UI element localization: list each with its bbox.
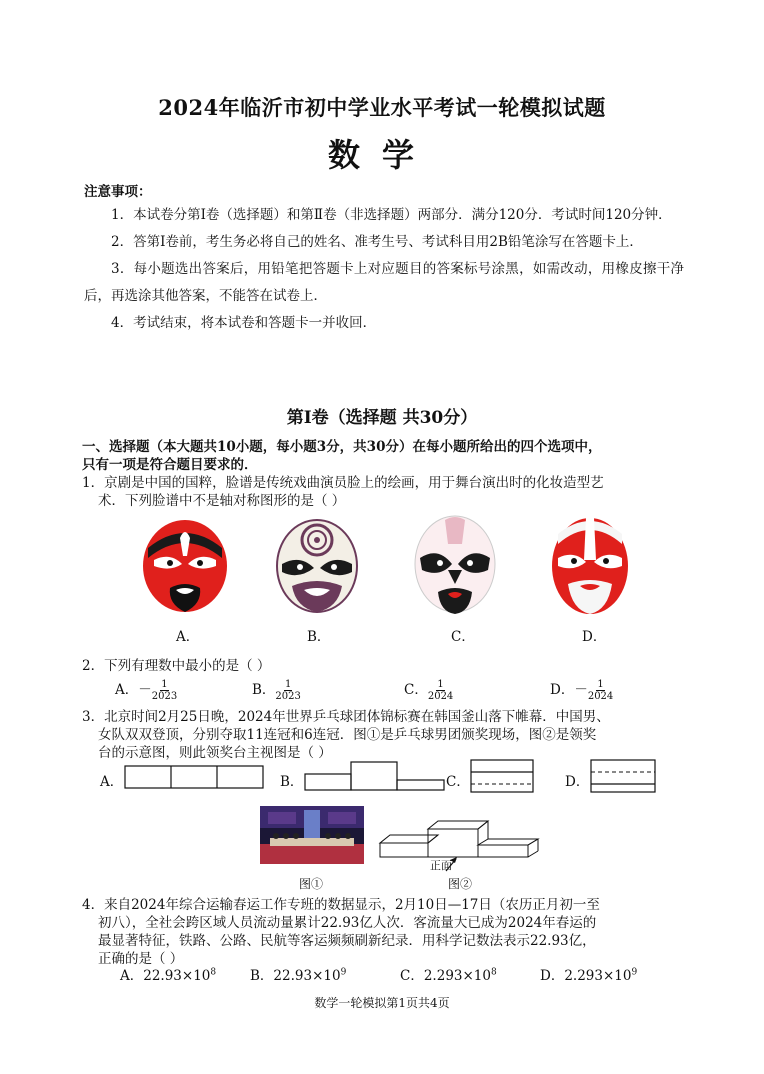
- q4-option-a: [120, 964, 216, 984]
- q3-option-a-label: A．: [100, 774, 124, 790]
- subject-title: 数学: [327, 136, 436, 174]
- q3-option-b-label: B．: [280, 774, 304, 790]
- q1-option-d-label: D．: [582, 629, 607, 645]
- q2-option-a-numerator: 1: [161, 679, 168, 690]
- q1-option-a-label: A．: [176, 629, 200, 645]
- q2-option-d: [550, 678, 613, 702]
- q1-option-b-label: B．: [307, 629, 331, 645]
- q1-line2: 术．下列脸谱中不是轴对称图形的是（ ）: [98, 493, 346, 509]
- section-title: 第Ⅰ卷（选择题 共30分）: [286, 408, 478, 428]
- q2-option-d-sign: －: [574, 682, 588, 698]
- award-ceremony-photo: [260, 806, 364, 864]
- q4-option-d-exponent: 9: [631, 967, 638, 978]
- notice-item-2: 2．答第Ⅰ卷前，考生务必将自己的姓名、准考生号、考试科目用2B铅笔涂写在答题卡上．: [111, 234, 643, 250]
- q3-line1: 3．北京时间2月25日晚，2024年世界乒乓球团体锦标赛在韩国釜山落下帷幕．中国男、: [82, 709, 610, 725]
- podium-diagram: [378, 815, 542, 875]
- q2-option-a-fraction: [152, 679, 177, 702]
- q2-stem: 2．下列有理数中最小的是（ ）: [82, 658, 271, 674]
- q4-option-a-label: A．: [120, 968, 144, 984]
- q4-option-d-label: D．: [540, 968, 565, 984]
- front-view-label: 正面: [430, 859, 452, 872]
- q3-option-b-figure: [304, 760, 446, 792]
- q4-option-c: [400, 964, 497, 984]
- notice-item-3: 3．每小题选出答案后，用铅笔把答题卡上对应题目的答案标号涂黑，如需改动，用橡皮擦干净后，再选涂其他答案，不能答在试卷上．: [84, 261, 684, 304]
- q4-option-c-base: 2.293×10: [423, 968, 491, 984]
- q4-option-a-exponent: 8: [210, 967, 217, 978]
- q2-option-c-fraction: [428, 679, 453, 702]
- q4-option-b-exponent: 9: [340, 967, 347, 978]
- q2-option-b: [252, 678, 301, 702]
- page-title: 2024年临沂市初中学业水平考试一轮模拟试题: [158, 95, 606, 120]
- q4-option-b-label: B．: [250, 968, 274, 984]
- q3-line3: 台的示意图，则此领奖台主视图是（ ）: [98, 745, 332, 761]
- q2-option-c: [404, 678, 453, 702]
- page-footer: 数学一轮模拟第1页共4页: [314, 996, 450, 1010]
- q3-option-c-figure: [470, 758, 534, 794]
- q4-line3: 最显著特征，铁路、公路、民航等客运频频刷新纪录．用科学记数法表示22.93亿，: [98, 933, 596, 949]
- q2-option-b-denominator: 2023: [275, 691, 301, 702]
- q4-option-d-base: 2.293×10: [564, 968, 632, 984]
- notice-item-1: 1．本试卷分第Ⅰ卷（选择题）和第Ⅱ卷（非选择题）两部分．满分120分．考试时间120分钟．: [111, 207, 672, 223]
- mask-a-image: [140, 518, 230, 616]
- q2-option-d-label: D．: [550, 682, 575, 698]
- q4-option-c-exponent: 8: [490, 967, 497, 978]
- q2-option-d-denominator: 2024: [587, 691, 614, 702]
- q2-option-a-label: A．: [115, 682, 139, 698]
- q3-option-a-figure: [124, 764, 264, 790]
- q2-option-c-numerator: 1: [437, 679, 444, 690]
- q2-option-a: [115, 678, 177, 702]
- q4-line2: 初八），全社会跨区域人员流动量累计22.93亿人次．客流量大已成为2024年春运的: [98, 915, 597, 931]
- q2-option-d-numerator: 1: [597, 679, 604, 690]
- q2-option-d-fraction: [588, 679, 613, 702]
- mask-b-image: [272, 518, 362, 616]
- q3-option-d-figure: [590, 758, 656, 794]
- part-one-instructions-line2: 只有一项是符合题目要求的．: [82, 457, 258, 473]
- q4-option-b: [250, 964, 346, 984]
- q2-option-c-label: C．: [404, 682, 428, 698]
- q4-option-d: [540, 964, 637, 984]
- q2-option-b-label: B．: [252, 682, 276, 698]
- q3-option-d-label: D．: [565, 774, 590, 790]
- q1-option-c-label: C．: [451, 629, 475, 645]
- notice-item-4: 4．考试结束，将本试卷和答题卡一并收回．: [111, 315, 377, 331]
- q4-option-a-base: 22.93×10: [143, 968, 211, 984]
- fig2-caption: 图②: [448, 877, 473, 891]
- q2-option-a-denominator: 2023: [151, 691, 178, 702]
- q1-line1: 1．京剧是中国的国粹，脸谱是传统戏曲演员脸上的绘画，用于舞台演出时的化妆造型艺: [82, 475, 604, 491]
- q4-option-b-base: 22.93×10: [273, 968, 341, 984]
- q2-option-c-denominator: 2024: [427, 691, 454, 702]
- q4-line1: 4．来自2024年综合运输春运工作专班的数据显示，2月10日—17日（农历正月初一至: [82, 897, 600, 913]
- q3-option-c-label: C．: [446, 774, 470, 790]
- q4-option-c-label: C．: [400, 968, 424, 984]
- q2-option-b-fraction: [275, 679, 300, 702]
- mask-d-image: [548, 514, 632, 618]
- notice-heading: 注意事项：: [84, 184, 152, 200]
- fig1-caption: 图①: [299, 877, 324, 891]
- q3-line2: 女队双双登顶，分别夺取11连冠和6连冠．图①是乒乓球男团颁奖现场，图②是领奖: [98, 727, 597, 743]
- mask-c-image: [410, 514, 500, 618]
- q4-line4: 正确的是（ ）: [98, 951, 184, 967]
- q2-option-a-sign: －: [138, 682, 152, 698]
- q2-option-b-numerator: 1: [284, 679, 292, 690]
- notice-list: [84, 202, 684, 337]
- part-one-instructions-line1: 一、选择题（本大题共10小题，每小题3分，共30分）在每小题所给出的四个选项中，: [82, 439, 602, 455]
